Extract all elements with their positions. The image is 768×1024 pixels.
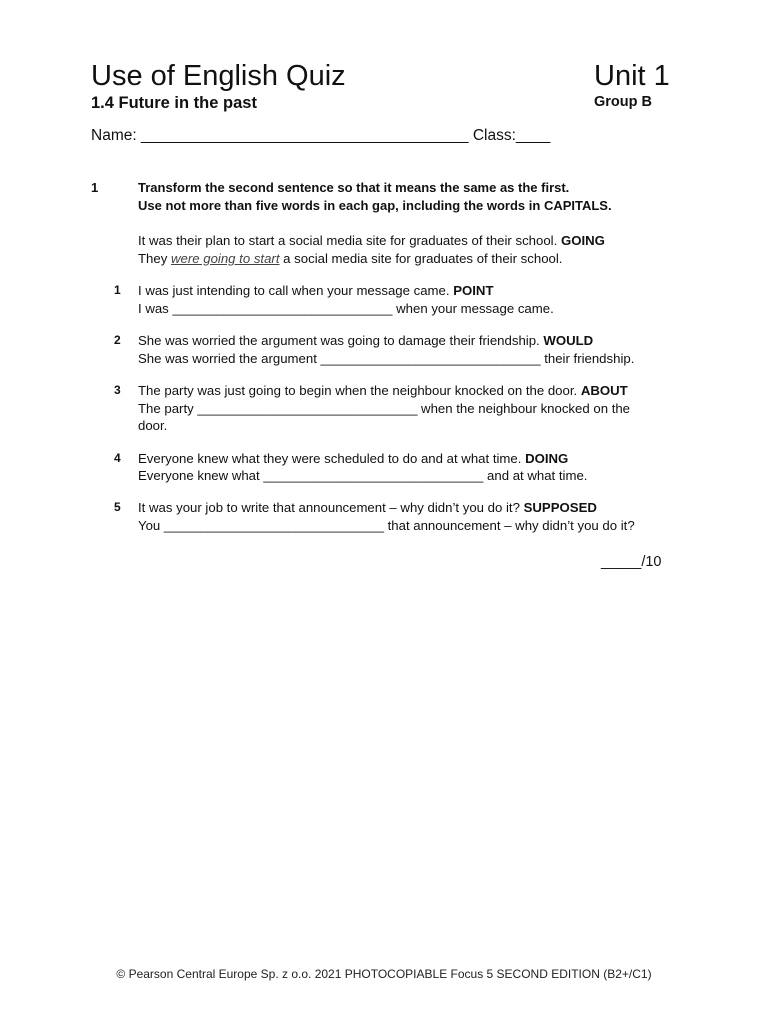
question-number: 1	[114, 283, 121, 297]
exercise-number: 1	[91, 180, 99, 195]
question-sentence	[138, 499, 597, 517]
question-answer-continuation: door.	[138, 418, 168, 433]
copyright-footer: © Pearson Central Europe Sp. z o.o. 2021 PHOTOCOPIABLE Focus 5 SECOND EDITION (B2+/C1)	[116, 967, 652, 981]
question-text: I was just intending to call when your message came.	[138, 283, 450, 298]
question-sentence	[138, 450, 568, 468]
unit-label: Unit 1	[594, 60, 670, 92]
group-label: Group B	[594, 94, 652, 110]
exercise-instruction-2: Use not more than five words in each gap, including the words in CAPITALS.	[138, 198, 612, 213]
question-keyword: WOULD	[543, 333, 594, 348]
score-field[interactable]: _____/10	[601, 554, 662, 570]
question-sentence	[138, 282, 494, 300]
question-answer-line[interactable]: You ______________________________ that announcement – why didn’t you do it?	[138, 518, 635, 533]
example-answer-before: They	[138, 251, 168, 266]
question-keyword: DOING	[525, 451, 569, 466]
question-number: 3	[114, 383, 121, 397]
example-answer	[138, 250, 562, 268]
question-sentence	[138, 332, 593, 350]
question-sentence	[138, 382, 628, 400]
example-keyword: GOING	[560, 233, 605, 248]
question-number: 5	[114, 500, 121, 514]
name-class-line[interactable]: Name: ______________________________________ Class:____	[91, 127, 551, 144]
example-sentence	[138, 232, 605, 250]
question-text: The party was just going to begin when the neighbour knocked on the door.	[138, 383, 578, 398]
question-keyword: ABOUT	[580, 383, 628, 398]
question-answer-line[interactable]: I was ______________________________ when your message came.	[138, 301, 554, 316]
quiz-title: Use of English Quiz	[91, 60, 346, 92]
question-keyword: SUPPOSED	[523, 500, 597, 515]
question-answer-line[interactable]: She was worried the argument ______________________________ their friendship.	[138, 351, 635, 366]
question-text: It was your job to write that announcement – why didn’t you do it?	[138, 500, 520, 515]
question-answer-line[interactable]: Everyone knew what ______________________________ and at what time.	[138, 468, 588, 483]
quiz-subtitle: 1.4 Future in the past	[91, 94, 257, 112]
example-answer-gap: were going to start	[171, 251, 280, 266]
question-keyword: POINT	[453, 283, 494, 298]
example-answer-after: a social media site for graduates of their school.	[283, 251, 563, 266]
question-answer-line[interactable]: The party ______________________________ when the neighbour knocked on the	[138, 401, 631, 416]
question-number: 2	[114, 333, 121, 347]
question-text: Everyone knew what they were scheduled to do and at what time.	[138, 451, 522, 466]
question-number: 4	[114, 451, 121, 465]
question-text: She was worried the argument was going to damage their friendship.	[138, 333, 540, 348]
example-text: It was their plan to start a social media site for graduates of their school.	[138, 233, 558, 248]
exercise-instruction-1: Transform the second sentence so that it means the same as the first.	[138, 180, 570, 195]
